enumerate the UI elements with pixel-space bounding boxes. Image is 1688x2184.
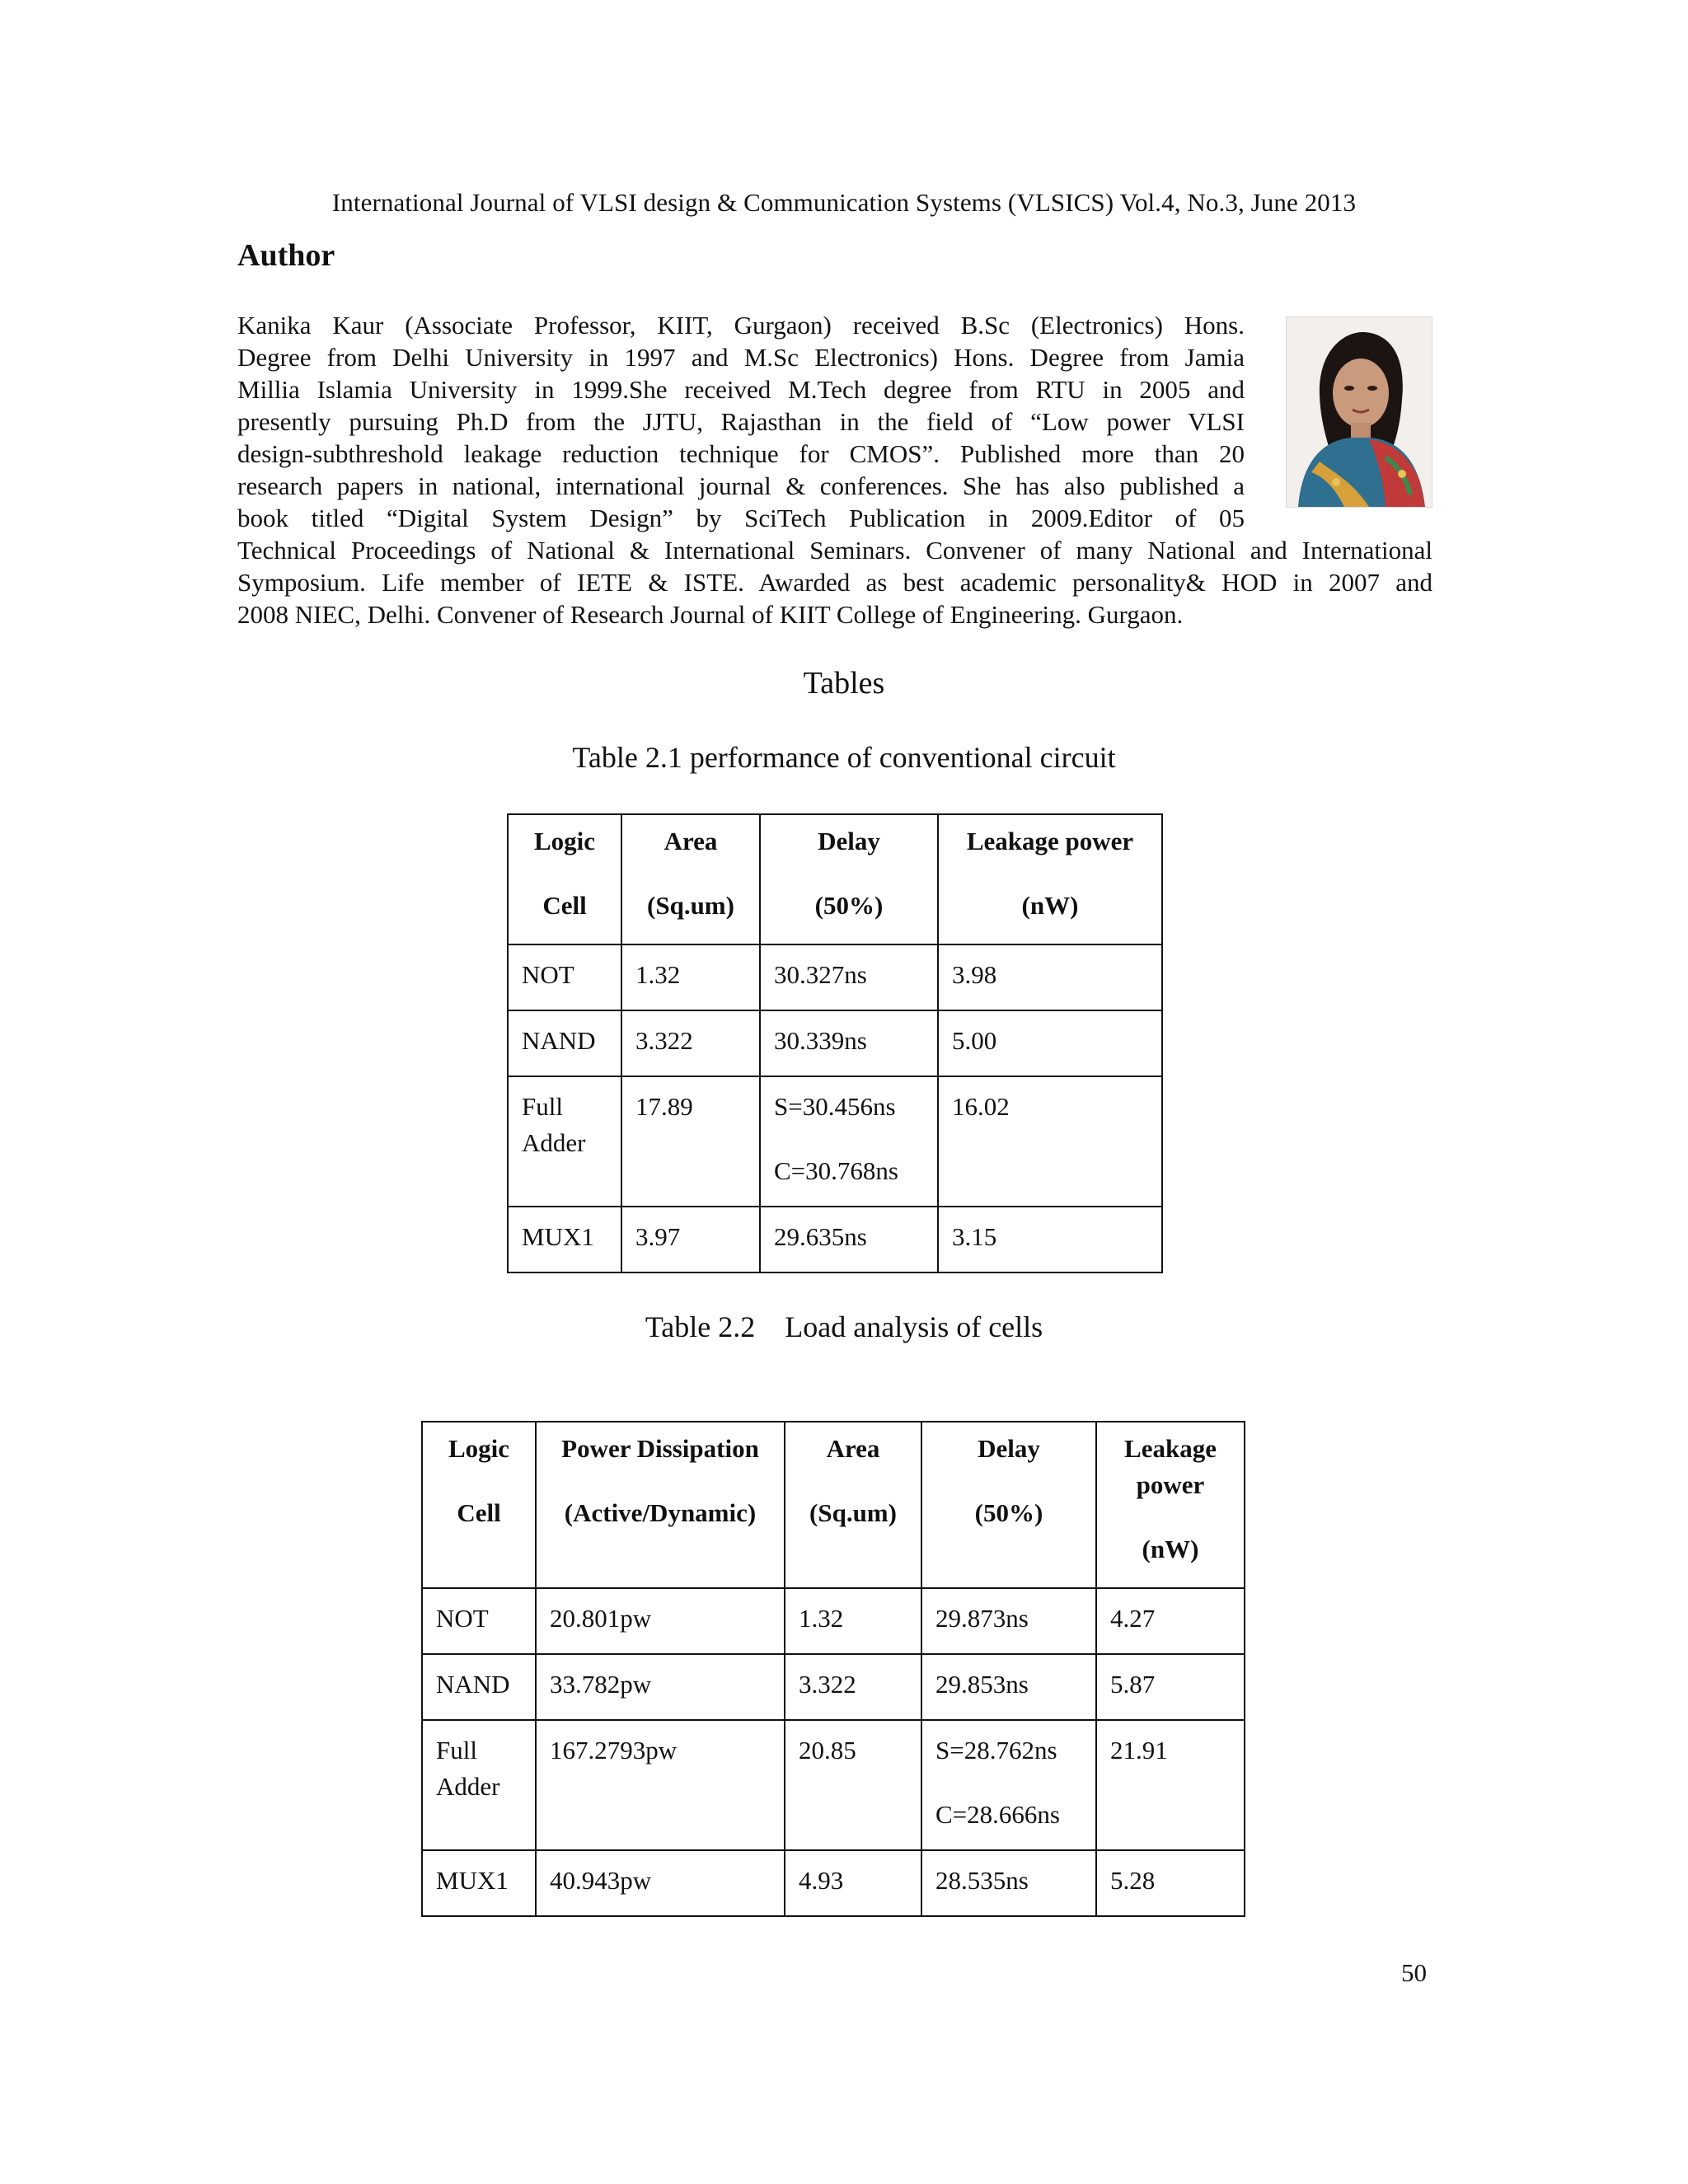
bio-line: 2008 NIEC, Delhi. Convener of Research Journal of KIIT College of Engineering. Gurgaon. xyxy=(237,600,1184,629)
table-cell: MUX1 xyxy=(422,1850,536,1916)
cell-line: C=30.768ns xyxy=(774,1156,898,1185)
table-cell: 33.782pw xyxy=(536,1654,785,1720)
table-cell: 17.89 xyxy=(621,1076,760,1207)
tables-heading: Tables xyxy=(803,666,885,701)
page-number: 50 xyxy=(1401,1958,1427,1987)
header-line: Cell xyxy=(542,891,587,920)
cell-line: Adder xyxy=(436,1772,500,1801)
table-cell: 4.93 xyxy=(785,1850,921,1916)
table-cell: 1.32 xyxy=(621,944,760,1010)
header-cell xyxy=(921,1422,1096,1588)
table-cell xyxy=(760,1076,938,1207)
table-cell: 40.943pw xyxy=(536,1850,785,1916)
header-line: Logic xyxy=(448,1434,510,1463)
header-line: Area xyxy=(826,1434,880,1463)
table-cell: 29.853ns xyxy=(921,1654,1096,1720)
header-cell xyxy=(508,814,621,944)
bio-line: Millia Islamia University in 1999.She received M.Tech degree from RTU in 2005 and xyxy=(237,375,1245,404)
table2 xyxy=(421,1421,1245,1917)
table-cell: 20.801pw xyxy=(536,1588,785,1654)
table-cell: NAND xyxy=(422,1654,536,1720)
header-line: Leakage xyxy=(1124,1434,1217,1463)
bio-line: presently pursuing Ph.D from the JJTU, Rajasthan in the field of “Low power VLSI xyxy=(237,407,1245,436)
header-line: (Sq.um) xyxy=(809,1498,897,1527)
header-line: Logic xyxy=(533,827,596,855)
table1 xyxy=(507,813,1163,1273)
bio-line: book titled “Digital System Design” by SciTech Publication in 2009.Editor of 05 xyxy=(237,504,1245,532)
table-cell: 30.327ns xyxy=(760,944,938,1010)
table-cell: 21.91 xyxy=(1096,1720,1245,1850)
author-photo xyxy=(1286,316,1432,508)
table-cell: 5.87 xyxy=(1096,1654,1245,1720)
header-cell xyxy=(1096,1422,1245,1588)
table-cell: 29.873ns xyxy=(921,1588,1096,1654)
header-line: Power Dissipation xyxy=(561,1434,759,1463)
table-cell: 28.535ns xyxy=(921,1850,1096,1916)
cell-line: Full xyxy=(522,1092,563,1121)
table2-caption xyxy=(0,1310,1688,1344)
table-row xyxy=(422,1588,1245,1654)
table-cell: 29.635ns xyxy=(760,1207,938,1272)
cell-line: S=28.762ns xyxy=(935,1736,1057,1765)
table-header-row xyxy=(422,1422,1245,1588)
table1-caption: Table 2.1 performance of conventional circuit xyxy=(572,741,1116,774)
cell-line: Adder xyxy=(522,1128,586,1157)
author-heading: Author xyxy=(237,238,335,273)
table-cell: 3.98 xyxy=(938,944,1162,1010)
header-line: (Active/Dynamic) xyxy=(564,1498,757,1527)
header-cell xyxy=(536,1422,785,1588)
table-cell: 20.85 xyxy=(785,1720,921,1850)
cell-line: C=28.666ns xyxy=(935,1800,1060,1829)
cell-line: S=30.456ns xyxy=(774,1092,896,1121)
table-cell: NOT xyxy=(508,944,621,1010)
table-row xyxy=(422,1720,1245,1850)
table-row xyxy=(508,1207,1162,1272)
table-cell: 167.2793pw xyxy=(536,1720,785,1850)
table-row xyxy=(422,1654,1245,1720)
table-cell: 3.322 xyxy=(785,1654,921,1720)
table-cell xyxy=(508,1076,621,1207)
bio-line: design-subthreshold leakage reduction technique for CMOS”. Published more than 20 xyxy=(237,439,1245,468)
table-cell: NOT xyxy=(422,1588,536,1654)
table-cell: 1.32 xyxy=(785,1588,921,1654)
author-bio xyxy=(237,309,1432,630)
header-line: (50%) xyxy=(814,891,884,920)
table-row xyxy=(508,1076,1162,1207)
bio-line: Technical Proceedings of National & International Seminars. Convener of many National and International xyxy=(237,536,1432,565)
header-line: Leakage power xyxy=(966,827,1134,855)
table-row xyxy=(508,1010,1162,1076)
header-cell xyxy=(621,814,760,944)
table-cell: 3.322 xyxy=(621,1010,760,1076)
table-cell: 5.28 xyxy=(1096,1850,1245,1916)
table-cell: 4.27 xyxy=(1096,1588,1245,1654)
header-line: Delay xyxy=(978,1434,1040,1463)
table-cell: 3.97 xyxy=(621,1207,760,1272)
author-portrait-icon xyxy=(1287,317,1432,507)
header-line: Area xyxy=(663,827,718,855)
cell-line: Full xyxy=(436,1736,477,1765)
table-cell xyxy=(921,1720,1096,1850)
table2-caption-text: Table 2.2 Load analysis of cells xyxy=(645,1310,1043,1343)
header-line: Cell xyxy=(457,1498,501,1527)
table-row xyxy=(422,1850,1245,1916)
header-cell xyxy=(785,1422,921,1588)
journal-header: International Journal of VLSI design & Communication Systems (VLSICS) Vol.4, No.3, June 2013 xyxy=(331,188,1357,217)
header-line: (nW) xyxy=(1142,1535,1199,1563)
header-line: (Sq.um) xyxy=(647,891,734,920)
header-line: power xyxy=(1136,1470,1205,1499)
header-cell xyxy=(938,814,1162,944)
table-row xyxy=(508,944,1162,1010)
table-cell: 30.339ns xyxy=(760,1010,938,1076)
table-cell: 3.15 xyxy=(938,1207,1162,1272)
table-cell: 16.02 xyxy=(938,1076,1162,1207)
bio-line: Kanika Kaur (Associate Professor, KIIT, Gurgaon) received B.Sc (Electronics) Hons. xyxy=(237,311,1245,340)
table-cell xyxy=(422,1720,536,1850)
table-cell: 5.00 xyxy=(938,1010,1162,1076)
table-cell: NAND xyxy=(508,1010,621,1076)
header-cell xyxy=(422,1422,536,1588)
table-header-row xyxy=(508,814,1162,944)
bio-line: research papers in national, international journal & conferences. She has also published a xyxy=(237,471,1245,500)
header-line: (50%) xyxy=(974,1498,1043,1527)
header-line: Delay xyxy=(818,827,880,855)
header-cell xyxy=(760,814,938,944)
bio-line: Symposium. Life member of IETE & ISTE. Awarded as best academic personality& HOD in 2007 and xyxy=(237,568,1432,597)
header-line: (nW) xyxy=(1021,891,1079,920)
bio-line: Degree from Delhi University in 1997 and M.Sc Electronics) Hons. Degree from Jamia xyxy=(237,343,1245,372)
table-cell: MUX1 xyxy=(508,1207,621,1272)
